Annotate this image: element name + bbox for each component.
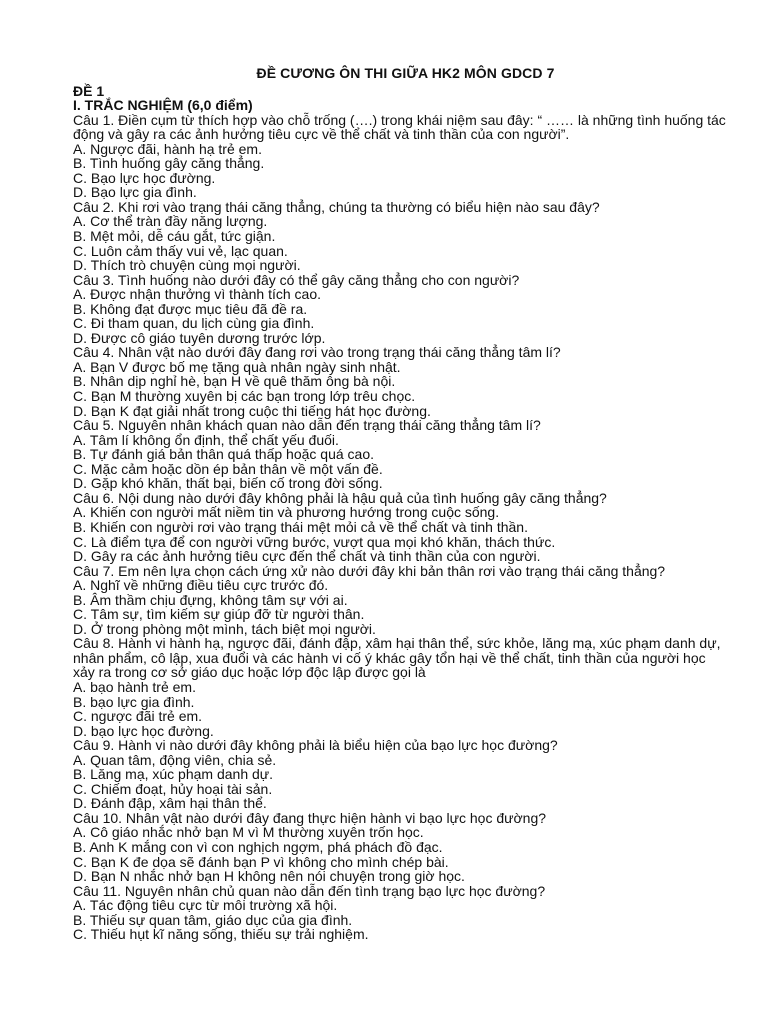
answer-option: A. Bạn V được bố mẹ tặng quà nhân ngày sinh nhật. [73,358,401,375]
answer-option: D. Bạo lực gia đình. [73,184,197,201]
question-stem: Câu 6. Nội dung nào dưới đây không phải là hậu quả của tình huống gây căng thẳng? [73,489,607,506]
answer-option: D. Đánh đập, xâm hại thân thể. [73,795,267,812]
answer-option: C. Là điểm tựa để con người vững bước, vượt qua mọi khó khăn, thách thức. [73,533,556,550]
question-stem: Câu 11. Nguyên nhân chủ quan nào dẫn đến tình trạng bạo lực học đường? [73,882,546,899]
answer-option: B. Âm thầm chịu đựng, không tâm sự với ai. [73,591,348,608]
answer-option: D. Ở trong phòng một mình, tách biệt mọi người. [73,620,376,637]
answer-option: B. Tình huống gây căng thẳng. [73,155,265,172]
answer-option: B. Thiếu sự quan tâm, giáo dục của gia đình. [73,911,353,928]
question-stem: Câu 4. Nhân vật nào dưới đây đang rơi vào trong trạng thái căng thẳng tâm lí? [73,344,561,361]
question-stem: Câu 2. Khi rơi vào trạng thái căng thẳng, chúng ta thường có biểu hiện nào sau đây? [73,198,600,215]
answer-option: D. Gây ra các ảnh hưởng tiêu cực đến thể chất và tinh thần của con người. [73,548,541,565]
answer-option: A. Tâm lí không ổn định, thể chất yếu đuối. [73,431,339,448]
answer-option: A. Nghĩ về những điều tiêu cực trước đó. [73,577,329,594]
question-stem: Câu 10. Nhân vật nào dưới đây đang thực hiện hành vi bạo lực học đường? [73,809,547,826]
question-stem: Câu 7. Em nên lựa chọn cách ứng xử nào dưới đây khi bản thân rơi vào trạng thái căng thẳng? [73,562,666,579]
answer-option: D. Gặp khó khăn, thất bại, biến cố trong đời sống. [73,475,383,492]
answer-option: C. Bạn M thường xuyên bị các bạn trong lớp trêu chọc. [73,388,416,405]
answer-option: C. Đi tham quan, du lịch cùng gia đình. [73,315,315,332]
answer-option: A. Cơ thể tràn đầy năng lượng. [73,213,268,230]
answer-option: B. Mệt mỏi, dễ cáu gắt, tức giận. [73,228,276,245]
answer-option: B. Lăng mạ, xúc phạm danh dự. [73,766,274,783]
exam-label: ĐỀ 1 [73,82,105,99]
answer-option: B. Anh K mắng con vì con nghịch ngợm, phá phách đồ đạc. [73,838,443,855]
question-stem: Câu 9. Hành vi nào dưới đây không phải là biểu hiện của bạo lực học đường? [73,737,558,754]
answer-option: A. Cô giáo nhắc nhở bạn M vì M thường xuyên trốn học. [73,824,424,841]
answer-option: D. Bạn N nhắc nhở bạn H không nên nói chuyện trong giờ học. [73,868,465,885]
answer-option: A. Khiến con người mất niềm tin và phương hướng trong cuộc sống. [73,504,500,521]
answer-option: A. Tác động tiêu cực từ môi trường xã hội. [73,897,338,914]
answer-option: A. Quan tâm, động viên, chia sẻ. [73,751,277,768]
answer-option: A. bạo hành trẻ em. [73,678,196,695]
document-title: ĐỀ CƯƠNG ÔN THI GIỮA HK2 MÔN GDCD 7 [256,65,555,81]
answer-option: C. Bạo lực học đường. [73,169,216,186]
answer-option: C. Bạn K đe dọa sẽ đánh bạn P vì không cho mình chép bài. [73,853,449,870]
answer-option: B. bạo lực gia đình. [73,693,195,710]
answer-option: D. bạo lực học đường. [73,722,214,739]
answer-option: C. Chiếm đoạt, hủy hoại tài sản. [73,780,273,797]
question-stem: Câu 3. Tình huống nào dưới đây có thể gây căng thẳng cho con người? [73,271,520,288]
answer-option: B. Khiến con người rơi vào trạng thái mệt mỏi cả về thể chất và tinh thần. [73,518,528,535]
answer-option: B. Tự đánh giá bản thân quá thấp hoặc quá cao. [73,446,375,463]
section-heading: I. TRẮC NGHIỆM (6,0 điểm) [73,97,253,114]
question-list [73,113,728,942]
answer-option: B. Nhân dịp nghỉ hè, bạn H về quê thăm ông bà nội. [73,373,396,390]
answer-option: C. Mặc cảm hoặc dồn ép bản thân về một vấn đề. [73,460,383,477]
answer-option: C. ngược đãi trẻ em. [73,708,203,725]
question-stem: Câu 8. Hành vi hành hạ, ngược đãi, đánh đập, xâm hại thân thể, sức khỏe, lăng mạ, xúc phạm danh dự, nhân phẩm, cô lập, xua đuổi và các hành vi cố ý khác gây tổn hại về thể chất, tinh thần của người học xảy ra trong cơ sở giáo dục hoặc lớp độc lập được gọi là [73,635,721,681]
question-stem: Câu 5. Nguyên nhân khách quan nào dẫn đến trạng thái căng thẳng tâm lí? [73,417,541,434]
answer-option: A. Được nhận thưởng vì thành tích cao. [73,286,322,303]
question-stem: Câu 1. Điền cụm từ thích hợp vào chỗ trống (….) trong khái niệm sau đây: “ …… là những tình huống tác động và gây ra các ảnh hưởng tiêu cực về thể chất và tinh thần của con người”. [73,111,726,143]
answer-option: D. Bạn K đạt giải nhất trong cuộc thi tiếng hát học đường. [73,402,431,419]
answer-option: C. Luôn cảm thấy vui vẻ, lạc quan. [73,242,288,259]
answer-option: B. Không đạt được mục tiêu đã đề ra. [73,300,308,317]
answer-option: D. Thích trò chuyện cùng mọi người. [73,257,301,274]
answer-option: D. Được cô giáo tuyên dương trước lớp. [73,329,326,346]
answer-option: C. Tâm sự, tìm kiếm sự giúp đỡ từ người thân. [73,606,365,623]
answer-option: C. Thiếu hụt kĩ năng sống, thiếu sự trải nghiệm. [73,926,369,943]
answer-option: A. Ngược đãi, hành hạ trẻ em. [73,140,262,157]
